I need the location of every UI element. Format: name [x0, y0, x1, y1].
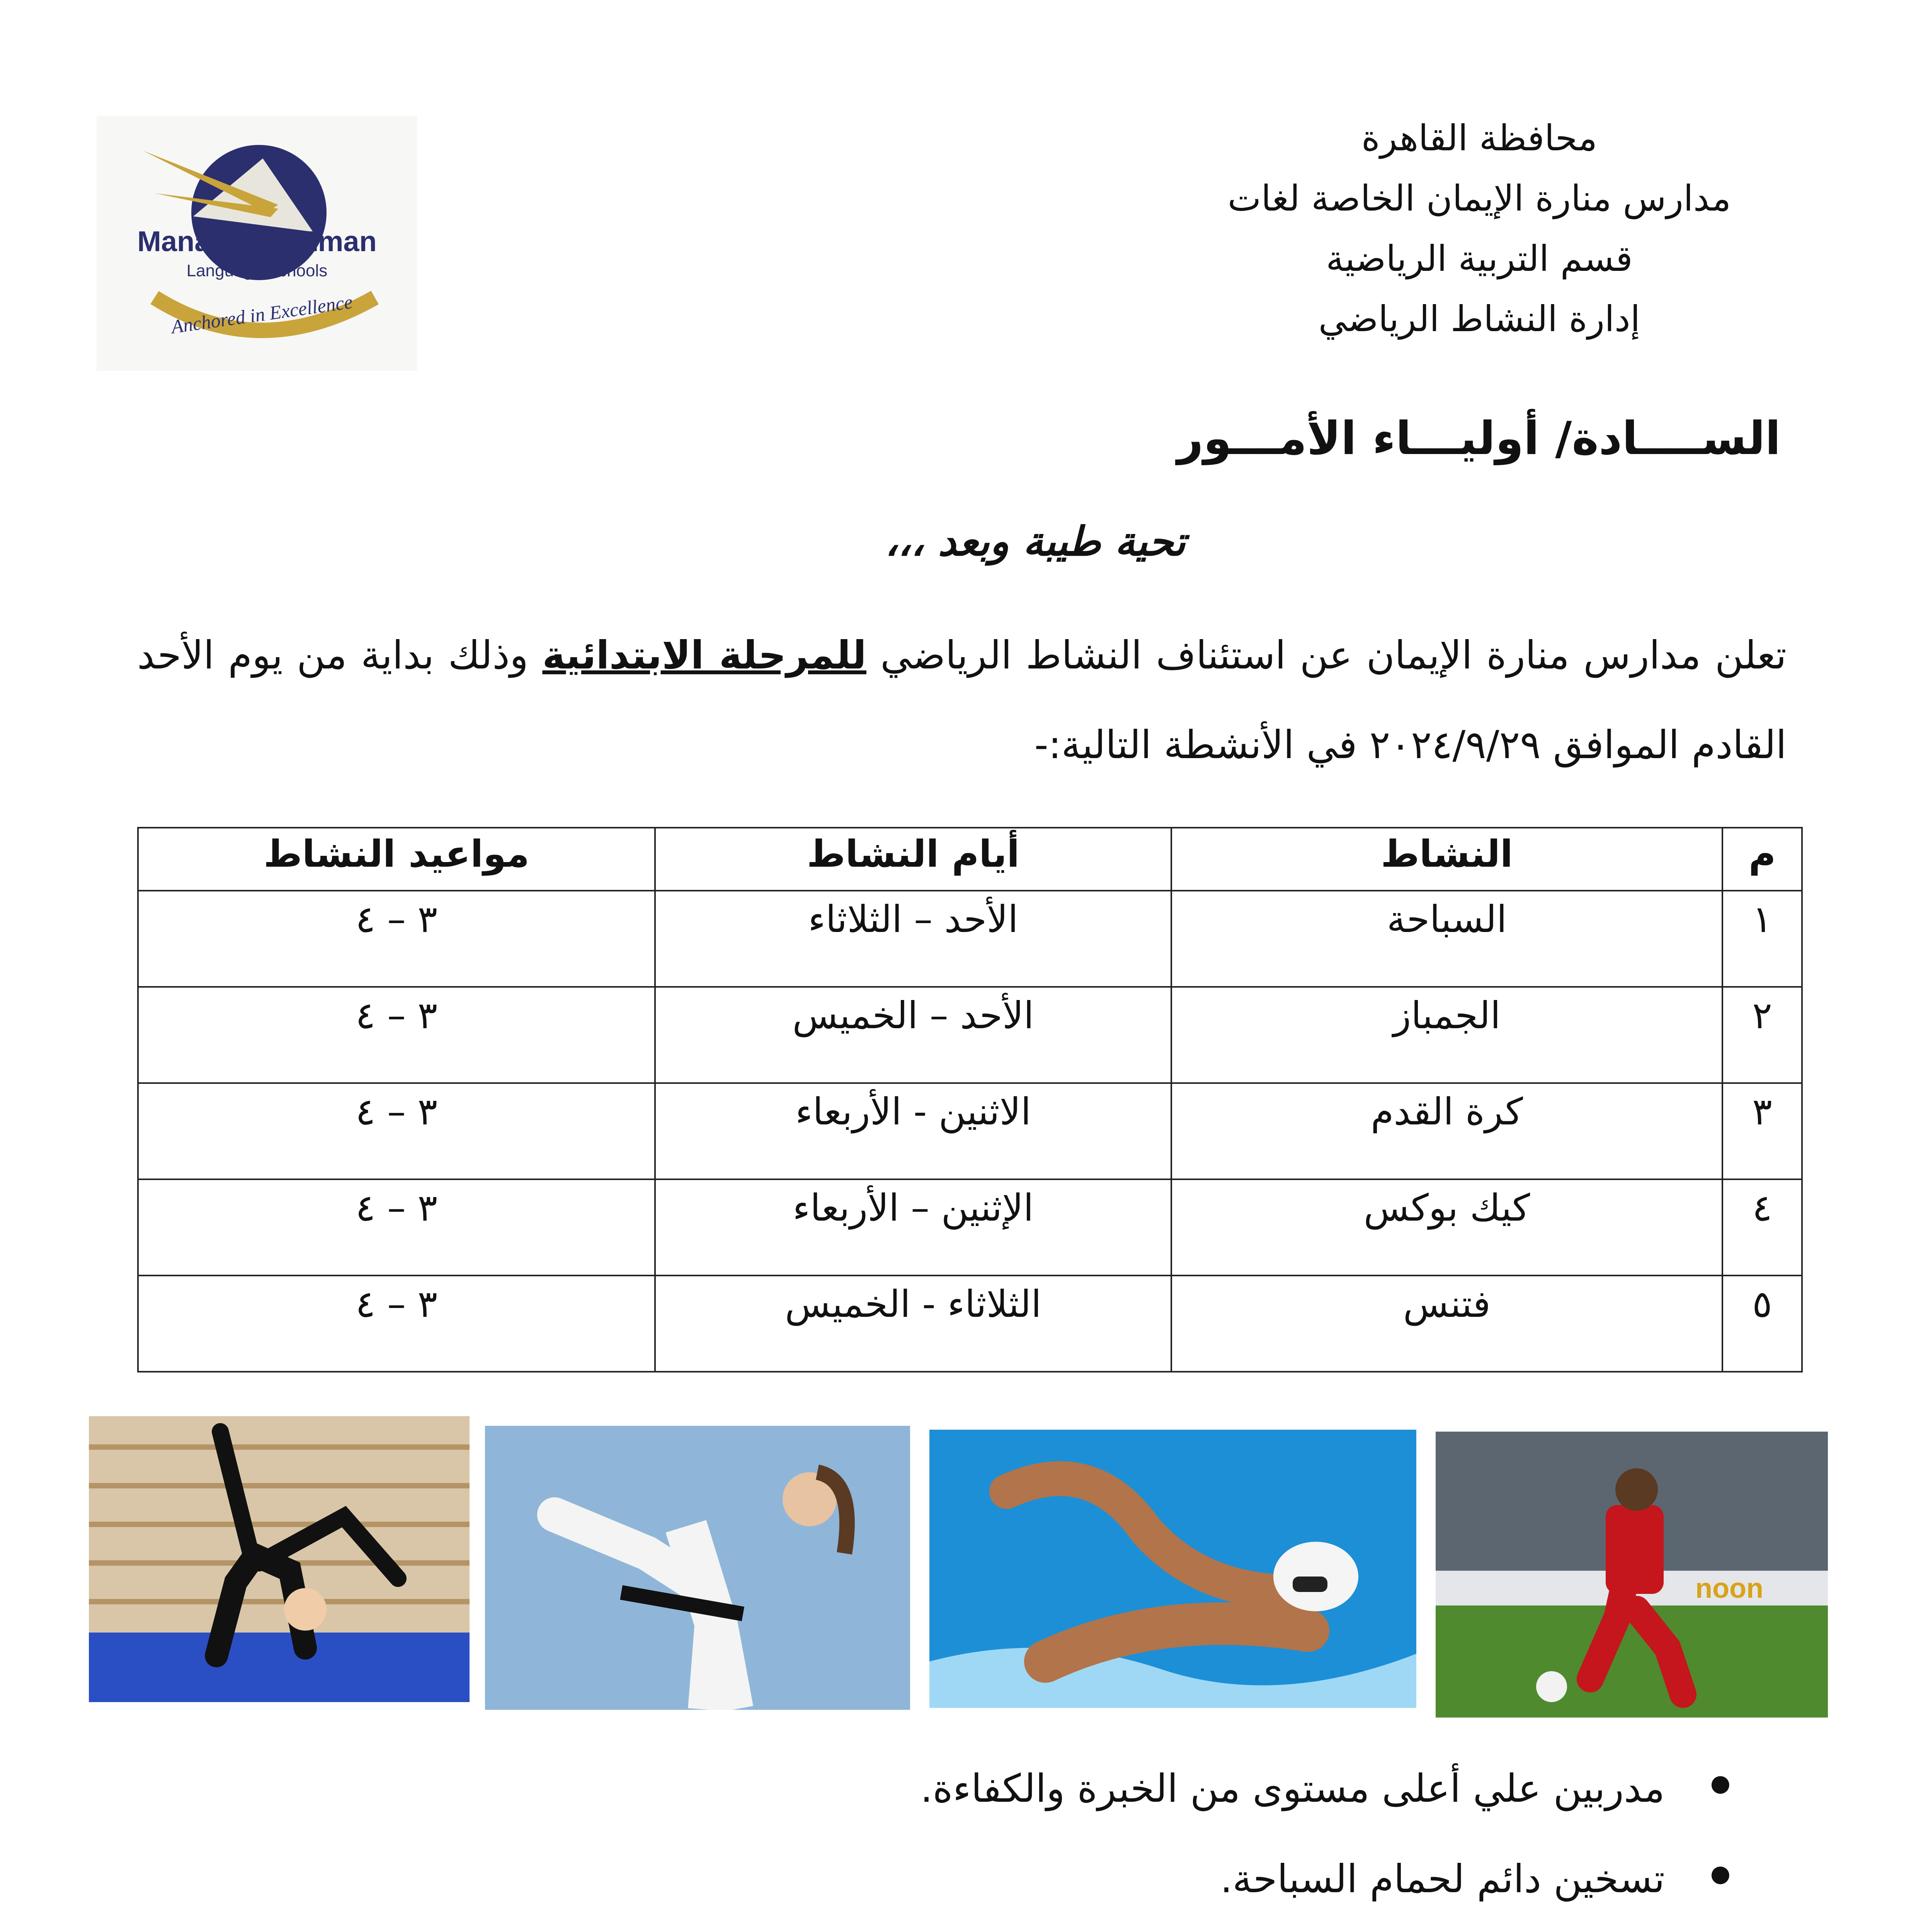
- logo-subtitle: Language Schools: [186, 261, 328, 280]
- intro-highlight: للمرحلة الابتدائية: [542, 633, 866, 678]
- cell-activity: السباحة: [1171, 891, 1722, 987]
- header-days: أيام النشاط: [655, 828, 1171, 891]
- school-logo-graphic: [97, 116, 417, 371]
- intro-paragraph: [137, 611, 1787, 790]
- table-row: [138, 891, 1802, 987]
- intro-part1: تعلن مدارس منارة الإيمان عن استئناف النشاط الرياضي: [880, 633, 1787, 678]
- cell-times: ٣ – ٤: [138, 1179, 655, 1276]
- table-header-row: [138, 828, 1802, 891]
- logo-tagline: Anchored in Excellence: [170, 291, 354, 338]
- cell-number: ٥: [1722, 1276, 1802, 1372]
- table-row: [138, 1179, 1802, 1276]
- header-administration: إدارة النشاط الرياضي: [1318, 298, 1640, 340]
- table-row: [138, 1083, 1802, 1179]
- cell-activity: الجمباز: [1171, 987, 1722, 1083]
- header-activity: النشاط: [1171, 828, 1722, 891]
- header-department: قسم التربية الرياضية: [1326, 238, 1633, 279]
- gymnastics-photo: [89, 1416, 470, 1702]
- cell-days: الإثنين – الأربعاء: [655, 1179, 1171, 1276]
- greeting: تحية طيبة وبعد ،،،: [885, 518, 1186, 565]
- swimming-photo: [929, 1430, 1416, 1708]
- features-list: [127, 1766, 1673, 1932]
- pitch-ad-text: noon: [1695, 1573, 1763, 1604]
- header-governorate: محافظة القاهرة: [1361, 117, 1598, 159]
- table-row: [138, 987, 1802, 1083]
- cell-number: ٣: [1722, 1083, 1802, 1179]
- table-row: [138, 1276, 1802, 1372]
- header-times: مواعيد النشاط: [138, 828, 655, 891]
- cell-activity: كرة القدم: [1171, 1083, 1722, 1179]
- cell-days: الأحد – الثلاثاء: [655, 891, 1171, 987]
- cell-number: ٤: [1722, 1179, 1802, 1276]
- cell-times: ٣ – ٤: [138, 1276, 655, 1372]
- cell-activity: كيك بوكس: [1171, 1179, 1722, 1276]
- cell-number: ١: [1722, 891, 1802, 987]
- cell-days: الاثنين - الأربعاء: [655, 1083, 1171, 1179]
- school-logo: [97, 116, 417, 371]
- header-school-name: مدارس منارة الإيمان الخاصة لغات: [1227, 178, 1731, 219]
- list-item: ● مدربين علي أعلى مستوى من الخبرة والكفاءة.: [127, 1766, 1673, 1856]
- activity-schedule-table: [137, 827, 1803, 1372]
- cell-activity: فتنس: [1171, 1276, 1722, 1372]
- football-photo: [1436, 1432, 1828, 1718]
- cell-number: ٢: [1722, 987, 1802, 1083]
- cell-times: ٣ – ٤: [138, 891, 655, 987]
- cell-days: الثلاثاء - الخميس: [655, 1276, 1171, 1372]
- header-number: م: [1722, 828, 1802, 891]
- cell-times: ٣ – ٤: [138, 1083, 655, 1179]
- logo-name: Manaret EL Eman: [137, 225, 377, 257]
- kickboxing-photo: [485, 1426, 910, 1710]
- cell-days: الأحد – الخميس: [655, 987, 1171, 1083]
- cell-times: ٣ – ٤: [138, 987, 655, 1083]
- list-item: ● تسخين دائم لحمام السباحة.: [127, 1856, 1673, 1932]
- addressee: الســــادة/ أوليـــاء الأمـــور: [1177, 412, 1781, 465]
- school-header: [1132, 108, 1827, 349]
- intro-part2: وذلك بداية من يوم الأحد القادم الموافق ٢٠٢٤/٩/٢٩ في الأنشطة التالية:-: [137, 633, 1787, 767]
